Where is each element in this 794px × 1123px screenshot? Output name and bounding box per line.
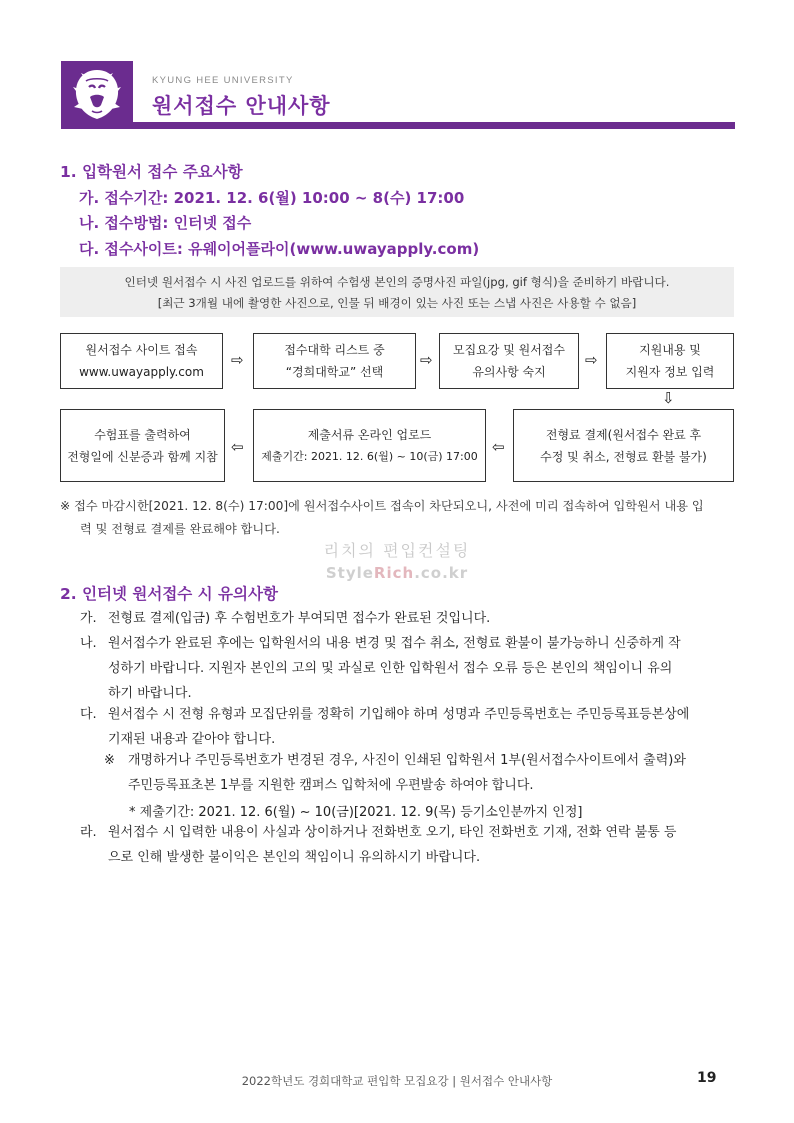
- photo-notice-box: [60, 267, 734, 317]
- watermark-url-part: Rich: [373, 564, 415, 582]
- photo-notice-line2: [최근 3개월 내에 촬영한 사진으로, 인물 뒤 배경이 있는 사진 또는 스냅 사진은 사용할 수 없음]: [157, 296, 637, 310]
- item-line: 원서접수 시 전형 유형과 모집단위를 정확히 기입해야 하며 성명과 주민등록번호는 주민등록표등본상에: [108, 707, 690, 722]
- watermark-url-part: .co.kr: [414, 564, 469, 582]
- note-line: 주민등록표초본 1부를 지원한 캠퍼스 입학처에 우편발송 하여야 합니다.: [128, 778, 534, 793]
- item-label: 다.: [80, 707, 97, 722]
- rename-note: [104, 748, 740, 798]
- watermark-url: [0, 564, 794, 582]
- university-name: KYUNG HEE UNIVERSITY: [152, 75, 294, 86]
- flow-step-line: 제출기간: 2021. 12. 6(월) ~ 10(금) 17:00: [261, 449, 478, 463]
- item-line: 기재된 내용과 같아야 합니다.: [108, 732, 276, 747]
- flow-step-pay-fee: [513, 409, 734, 482]
- item-line: 성하기 바랍니다. 지원자 본인의 고의 및 과실로 인한 입학원서 접수 오류 등은 본인의 책임이니 유의: [108, 661, 673, 676]
- deadline-note-line2: 력 및 전형료 결제를 완료해야 합니다.: [80, 522, 280, 536]
- flow-step-print-ticket: [60, 409, 225, 482]
- flow-step-read-guide: [439, 333, 579, 389]
- arrow-down-icon: ⇩: [662, 389, 675, 407]
- submission-period-note: * 제출기간: 2021. 12. 6(월) ~ 10(금)[2021. 12. 9(목) 등기소인분까지 인정]: [129, 805, 583, 820]
- arrow-right-icon: ⇨: [231, 351, 244, 369]
- flow-step-line: 수험표를 출력하여: [94, 427, 191, 442]
- flow-step-line: 모집요강 및 원서접수: [453, 343, 565, 357]
- notice-item-na: [80, 631, 740, 706]
- item-label: 나.: [80, 636, 97, 651]
- flow-step-enter-info: [606, 333, 734, 389]
- arrow-left-icon: ⇦: [231, 438, 244, 456]
- flow-step-line: www.uwayapply.com: [79, 365, 204, 379]
- flow-step-line: 접수대학 리스트 중: [284, 343, 385, 357]
- item-line: 전형료 결제(입금) 후 수험번호가 부여되면 접수가 완료된 것입니다.: [108, 611, 491, 626]
- flow-step-line: “경희대학교” 선택: [285, 365, 384, 379]
- flow-step-line: 지원내용 및: [639, 343, 701, 357]
- item-line: 하기 바랍니다.: [108, 686, 192, 701]
- arrow-right-icon: ⇨: [585, 351, 598, 369]
- flow-step-upload-documents: [253, 409, 486, 482]
- note-label: ※: [104, 753, 115, 768]
- flow-step-line: 전형일에 신분증과 함께 지참: [67, 449, 218, 464]
- item-label: 라.: [80, 825, 97, 840]
- item-line: 으로 인해 발생한 불이익은 본인의 책임이니 유의하시기 바랍니다.: [108, 850, 481, 865]
- university-logo: [61, 61, 133, 128]
- flow-step-line: 전형료 결제(원서접수 완료 후: [545, 427, 702, 442]
- arrow-left-icon: ⇦: [492, 438, 505, 456]
- page-number: 19: [697, 1070, 717, 1086]
- lion-head-icon: [71, 67, 123, 122]
- flow-step-select-university: [253, 333, 416, 389]
- item-line: 원서접수가 완료된 후에는 입학원서의 내용 변경 및 접수 취소, 전형료 환불이 불가능하니 신중하게 작: [108, 636, 681, 651]
- page-title: 원서접수 안내사항: [152, 94, 331, 118]
- application-period: 가. 접수기간: 2021. 12. 6(월) 10:00 ~ 8(수) 17:00: [79, 189, 465, 207]
- note-line: 개명하거나 주민등록번호가 변경된 경우, 사진이 인쇄된 입학원서 1부(원서접수사이트에서 출력)와: [128, 753, 686, 768]
- flow-step-line: 수정 및 취소, 전형료 환불 불가): [540, 449, 707, 464]
- photo-notice-line1: 인터넷 원서접수 시 사진 업로드를 위하여 수험생 본인의 증명사진 파일(jpg, gif 형식)을 준비하기 바랍니다.: [124, 275, 670, 289]
- flow-step-line: 지원자 정보 입력: [625, 365, 715, 379]
- flow-step-line: 제출서류 온라인 업로드: [307, 427, 432, 442]
- header-bar: [61, 122, 735, 129]
- deadline-note-line1: ※ 접수 마감시한[2021. 12. 8(수) 17:00]에 원서접수사이트 접속이 차단되오니, 사전에 미리 접속하여 입학원서 내용 입: [60, 499, 704, 513]
- arrow-right-icon: ⇨: [420, 351, 433, 369]
- application-site: 다. 접수사이트: 유웨이어플라이(www.uwayapply.com): [79, 240, 480, 258]
- section2-title: 2. 인터넷 원서접수 시 유의사항: [60, 585, 278, 603]
- item-line: 원서접수 시 입력한 내용이 사실과 상이하거나 전화번호 오기, 타인 전화번호 기재, 전화 연락 불통 등: [108, 825, 677, 840]
- notice-item-da: [80, 702, 740, 752]
- notice-item-ra: [80, 820, 740, 870]
- section1-title: 1. 입학원서 접수 주요사항: [60, 163, 243, 181]
- watermark-text: 리치의 편입컨설팅: [323, 541, 471, 560]
- flow-step-line: 원서접수 사이트 접속: [85, 343, 198, 357]
- watermark-url-part: Style: [325, 564, 374, 582]
- application-method: 나. 접수방법: 인터넷 접수: [79, 214, 252, 232]
- page-footer: 2022학년도 경희대학교 편입학 모집요강 | 원서접수 안내사항: [241, 1074, 553, 1088]
- item-label: 가.: [80, 611, 97, 626]
- flow-step-site-access: [60, 333, 223, 389]
- notice-item-ga: [80, 606, 740, 631]
- flow-step-line: 유의사항 숙지: [472, 365, 546, 379]
